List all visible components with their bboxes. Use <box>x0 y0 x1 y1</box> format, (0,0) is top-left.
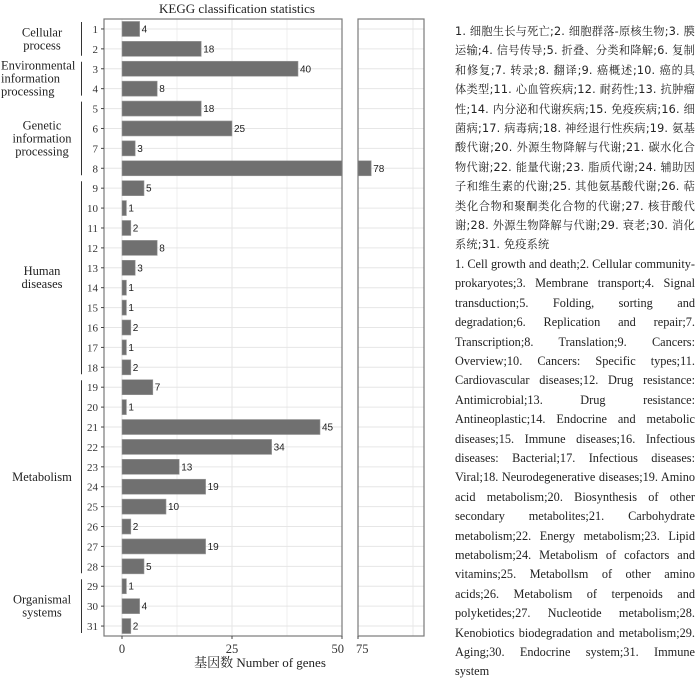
bar <box>122 380 153 395</box>
bar-value-label: 40 <box>300 64 312 76</box>
y-tick-label: 17 <box>87 342 98 355</box>
y-tick-label: 14 <box>87 282 98 295</box>
bar <box>122 439 272 454</box>
bar-value-label: 2 <box>132 223 139 235</box>
bar <box>122 559 144 574</box>
bar-value-label: 78 <box>373 163 385 175</box>
y-tick-label: 27 <box>87 541 98 554</box>
bar-value-label: 19 <box>207 541 219 553</box>
group-label: systems <box>22 605 62 620</box>
y-axis <box>87 24 104 633</box>
bar <box>122 499 166 514</box>
bar-value-label: 1 <box>128 342 134 354</box>
y-tick-label: 18 <box>87 362 98 375</box>
y-tick-label: 22 <box>87 441 98 454</box>
group-label: Genetic <box>22 118 62 133</box>
bar-broken-segment <box>358 161 371 176</box>
group-label: processing <box>15 144 69 159</box>
x-tick-label: 0 <box>118 642 126 656</box>
y-tick-label: 23 <box>87 461 98 474</box>
bar-value-label: 18 <box>203 104 215 116</box>
bar <box>122 539 206 554</box>
group-label: information <box>12 131 72 146</box>
bar-value-label: 8 <box>159 84 165 96</box>
bar-value-label: 19 <box>207 482 219 494</box>
group-label: Cellular <box>21 25 63 40</box>
bar <box>122 260 135 275</box>
y-tick-label: 15 <box>87 302 98 315</box>
bar <box>122 280 126 295</box>
x-axis <box>119 636 369 656</box>
bar <box>122 519 131 534</box>
y-tick-label: 8 <box>92 163 98 176</box>
bar-value-label: 18 <box>203 44 215 56</box>
bar <box>122 479 206 494</box>
bar-value-label: 2 <box>132 621 139 633</box>
bar-value-label: 1 <box>128 303 134 315</box>
bar <box>122 360 131 375</box>
x-tick-label: 50 <box>331 642 344 656</box>
y-tick-label: 28 <box>87 561 98 574</box>
bar-value-label: 1 <box>128 581 134 593</box>
bar <box>122 240 157 255</box>
y-tick-label: 19 <box>87 382 98 395</box>
bar <box>122 220 131 235</box>
bar <box>122 41 201 56</box>
y-tick-label: 4 <box>92 83 98 96</box>
y-tick-label: 20 <box>87 402 98 415</box>
x-axis-label: 基因数 Number of genes <box>194 655 326 670</box>
y-tick-label: 30 <box>87 601 98 614</box>
bar <box>122 21 140 36</box>
bar <box>122 579 126 594</box>
bar <box>122 400 126 415</box>
bar <box>122 201 126 216</box>
group-label: Human <box>23 264 61 279</box>
y-tick-label: 11 <box>87 222 98 235</box>
group-label: Environmental <box>1 58 76 73</box>
y-tick-label: 31 <box>87 621 98 634</box>
bar-value-label: 7 <box>154 382 161 394</box>
bar <box>122 161 342 176</box>
bar <box>122 61 298 76</box>
group-brackets <box>1 22 82 633</box>
y-tick-label: 26 <box>87 521 98 534</box>
y-tick-label: 24 <box>87 481 98 494</box>
bar <box>122 459 179 474</box>
bar-value-label: 10 <box>168 502 180 514</box>
y-tick-label: 13 <box>87 262 98 275</box>
bar-value-label: 8 <box>159 243 165 255</box>
bar-value-label: 5 <box>146 561 152 573</box>
bar-value-label: 2 <box>132 522 139 534</box>
bar-value-label: 25 <box>234 123 246 135</box>
bar-value-label: 1 <box>128 402 134 414</box>
legend-english: 1. Cell growth and death;2. Cellular community-prokaryotes;3. Membrane transport;4. Signal transduction;5. Folding, sorting and degradation;6. Replication and repair;7. Transcription;8. Translation;9. Cancers: Overview;10. Cancers: Specific types;11. Cardiovascular diseases;12. Drug resistance: Antimicrobial;13. Drug resistance: Antineoplastic;14. Endocrine and metabolic diseases;15. Immune diseases;16. Infectious diseases: Bacterial;17. Infectious diseases: Viral;18. Neurodegenerative diseases;19. Amino acid metabolism;20. Biosynthesis of other secondary metabolites;21. Carbohydrate metabolism;22. Energy metabolism;23. Lipid metabolism;24. Metabolism of cofactors and vitamins;25. Metabollsm of other amino acids;26. Metabolism of terpenoids and polyketides;27. Nucleotide metabolism;28. Kenobiotics biodegradation and metabolism;29. Aging;30. Endocrine system;31. Immune system <box>455 256 695 679</box>
bar <box>122 599 140 614</box>
y-tick-label: 21 <box>87 422 98 435</box>
x-tick-label: 25 <box>225 642 239 656</box>
bar-value-label: 4 <box>141 24 148 36</box>
bar-value-label: 1 <box>128 203 134 215</box>
bar <box>122 101 201 116</box>
bar <box>122 81 157 96</box>
y-tick-label: 16 <box>87 322 98 335</box>
y-tick-label: 9 <box>92 183 98 196</box>
bar <box>122 300 126 315</box>
bar-value-label: 1 <box>128 283 134 295</box>
bar-value-label: 3 <box>137 143 143 155</box>
y-tick-label: 3 <box>92 63 98 76</box>
y-tick-label: 1 <box>92 23 98 36</box>
bar-value-label: 34 <box>273 442 285 454</box>
bar-value-label: 5 <box>146 183 152 195</box>
y-tick-label: 5 <box>92 103 98 116</box>
group-label: Metabolism <box>12 469 72 484</box>
y-tick-label: 25 <box>87 501 98 514</box>
bar-value-label: 2 <box>132 323 139 334</box>
chart-title: KEGG classification statistics <box>159 1 315 16</box>
group-label: Organismal <box>12 592 72 607</box>
y-tick-label: 6 <box>92 123 98 136</box>
bar-value-label: 45 <box>322 422 334 434</box>
y-tick-label: 10 <box>87 203 98 216</box>
legend-chinese: 1. 细胞生长与死亡;2. 细胞群落-原核生物;3. 膜运输;4. 信号传导;5. 折叠、分类和降解;6. 复制和修复;7. 转录;8. 翻译;9. 癌概述;10. 癌的具体类型;11. 心血管疾病;12. 耐药性;13. 抗肿瘤性;14. 内分泌和代谢疾病;15. 免疫疾病;16. 细菌病;17. 病毒病;18. 神经退行性疾病;19. 氨基酸代谢;20. 外源生物降解与代谢;21. 碳水化合物代谢;22. 能量代谢;23. 脂质代谢;24. 辅助因子和维生素的代谢;25. 其他氨基酸代谢;26. 萜类化合物和聚酮类化合物的代谢;27. 核苷酸代谢;28. 外源生物降解与代谢;29. 衰老;30. 消化系统;31. 免疫系统 <box>455 25 695 252</box>
legend-panel <box>455 22 695 682</box>
group-label: process <box>23 38 61 53</box>
group-label: diseases <box>21 277 63 292</box>
group-label: information <box>1 71 61 86</box>
y-tick-label: 12 <box>87 242 98 255</box>
bar <box>122 619 131 634</box>
bar-value-label: 4 <box>141 601 148 613</box>
bar <box>122 181 144 196</box>
group-label: processing <box>1 84 55 99</box>
bar-value-label: 3 <box>137 263 143 275</box>
bar <box>122 320 131 335</box>
y-tick-label: 7 <box>92 143 98 156</box>
y-tick-label: 29 <box>87 581 98 594</box>
bar-value-label: 2 <box>132 362 139 374</box>
bar <box>122 141 135 156</box>
y-tick-label: 2 <box>92 43 98 56</box>
bar <box>122 340 126 355</box>
x-tick-label: 75 <box>356 642 369 656</box>
bar-value-label: 13 <box>181 462 193 474</box>
bar <box>122 420 320 435</box>
bar <box>122 121 232 136</box>
